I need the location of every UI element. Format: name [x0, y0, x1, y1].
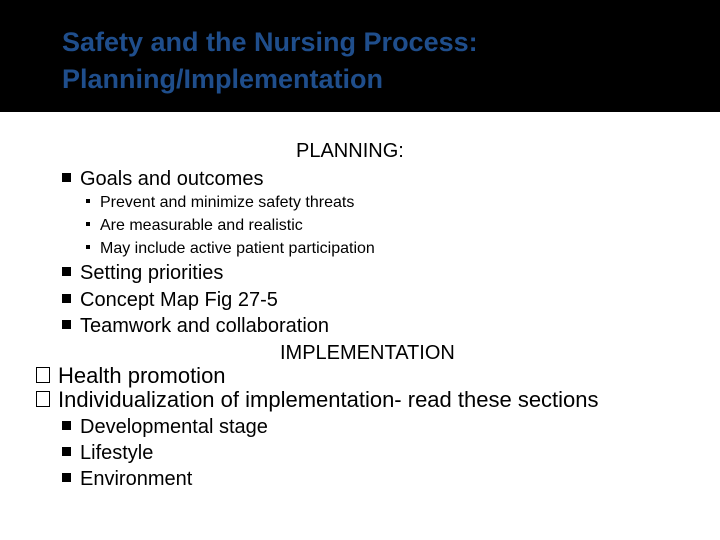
title-bar [0, 0, 720, 112]
sub-item-label: Prevent and minimize safety threats [100, 194, 355, 211]
sub-item-environment [62, 468, 192, 491]
sub-item-label: May include active patient participation [100, 240, 375, 257]
small-square-bullet-icon [86, 199, 90, 203]
square-bullet-icon [62, 421, 71, 430]
title-line-2: Planning/Implementation [62, 64, 384, 94]
square-bullet-icon [62, 173, 71, 182]
sub-item-label: Developmental stage [80, 416, 268, 438]
list-item-label: Setting priorities [80, 262, 224, 284]
list-item-label: Teamwork and collaboration [80, 315, 330, 337]
list-item-label: Individualization of implementation- read these sections [58, 387, 599, 412]
planning-heading: PLANNING: [296, 140, 404, 162]
box-bullet-icon [36, 391, 50, 407]
list-item-teamwork [62, 315, 329, 338]
sub-item-participation [86, 240, 375, 258]
list-item-label: Health promotion [58, 363, 226, 388]
square-bullet-icon [62, 320, 71, 329]
small-square-bullet-icon [86, 245, 90, 249]
sub-item-label: Are measurable and realistic [100, 217, 303, 234]
box-bullet-icon [36, 367, 50, 383]
square-bullet-icon [62, 447, 71, 456]
list-item-concept-map [62, 289, 278, 312]
implementation-heading: IMPLEMENTATION [280, 342, 455, 364]
slide-title [62, 24, 478, 98]
small-square-bullet-icon [86, 222, 90, 226]
square-bullet-icon [62, 294, 71, 303]
title-line-1: Safety and the Nursing Process: [62, 27, 478, 57]
list-item-label: Goals and outcomes [80, 168, 264, 190]
list-item-label: Concept Map Fig 27-5 [80, 289, 278, 311]
list-item-goals [62, 168, 263, 191]
square-bullet-icon [62, 267, 71, 276]
sub-item-measurable [86, 217, 303, 235]
square-bullet-icon [62, 473, 71, 482]
sub-item-label: Environment [80, 468, 193, 490]
sub-item-prevent [86, 194, 354, 212]
list-item-health-promotion [36, 363, 226, 389]
sub-item-developmental [62, 416, 268, 439]
sub-item-label: Lifestyle [80, 442, 154, 464]
list-item-priorities [62, 262, 223, 285]
sub-item-lifestyle [62, 442, 153, 465]
list-item-individualization [36, 387, 599, 413]
